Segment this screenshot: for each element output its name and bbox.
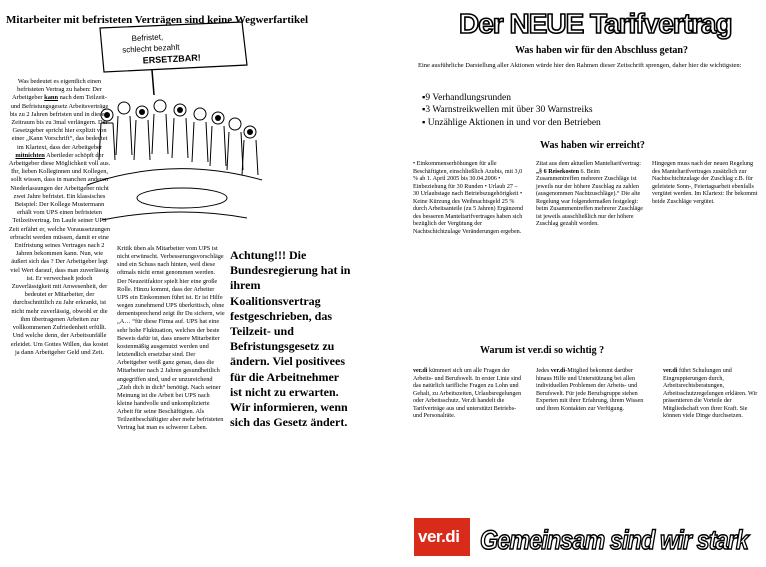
verdi-col-2: Jedes ver.di-Mitglied bekommt darüber hinaus Hilfe und Unterstützung bei allen individuellen Problemen der Arbeits- und Berufswelt. Für jede Berufsgruppe stehen Experten mit ihrer Erfahrung, ihrem Wissen und ihren Kontakten zur Verfügung. bbox=[536, 368, 644, 412]
svg-text:ERSETZBAR!: ERSETZBAR! bbox=[142, 52, 201, 66]
heading-achieved: Was haben wir erreicht? bbox=[540, 140, 645, 151]
heading-why-verdi: Warum ist ver.di so wichtig ? bbox=[480, 345, 605, 356]
actions-list bbox=[422, 92, 662, 129]
heading-what-done: Was haben wir für den Abschluss getan? bbox=[514, 45, 688, 56]
article-title: Mitarbeiter mit befristeten Verträgen sind keine Wegwerfartikel bbox=[6, 14, 309, 26]
svg-text:Der NEUE Tarifvertrag: Der NEUE Tarifvertrag bbox=[459, 8, 732, 39]
list-item: ▪9 Verhandlungsrunden bbox=[422, 93, 511, 103]
intro-text: Eine ausführliche Darstellung aller Aktionen würde hier den Rahmen dieser Zeitschrift sprengen, daher hier die wichtigsten: bbox=[418, 62, 742, 69]
cartoon-sign-text: Befristet, bbox=[131, 32, 164, 44]
middle-article-body: Kritik üben als Mitarbeiter vom UPS ist nicht erwünscht. Verbesserungsvorschläge sind ein Schuss nach hinten, weil diese oftmals nicht ernst genommen werden. Der Neuzeitfaktor spielt hier eine große Rolle. Hinzu kommt, dass der Arbeiter UPS ein Einkommen führt ist. Er ist Hilfe wegen zunehmend UPS überkritisch, ohne dementsprechend zeigt ihr Du sichern, wie „A… “für diese Firma auf. UPS hat eine sehr hohe Fluktuation, welches der beste Beweis dafür ist, dass unsere Mitarbeiter kostenmäßig ausgenutzt werden und letztendlich ersetzbar sind. Der Arbeitgeber weiß ganz genau, dass die Mitarbeiter nach 2 Jahren gesundheitlich angegriffen sind, und er unzureichend „Zieh dich in dich“ benötigt. Nach seiner Meinung ist die Arbeit bei UPS nach kleine handvolle und unkomplizierte Arbeit für seine Beschäftigten. Als Teilzeitbeschäftigter aber mehr befristeten Vertrag hat man es schwerer Leben. bbox=[117, 245, 225, 432]
achtung-notice: Achtung!!! Die Bundesregierung hat in ihrem Koalitionsvertrag festgeschrieben, das Teilzeit- und Befristungsgesetz zu ändern. Viel positivees für die Arbeitnehmer ist nicht zu erwarten. Wir informieren, wenn sich das Gesetz ändert. bbox=[230, 248, 351, 430]
list-item: ▪3 Warnstreikwellen mit über 30 Warnstreiks bbox=[422, 105, 593, 116]
achieved-col-2: Zitat aus dem aktuellen Manteltarifvertrag: „§ 6 Reisekosten 6. Beim Zusammentreffen mehrerer Zuschläge ist jeweils nur der höhere Zuschlag zu zahlen (ausgenommen Nachtzuschläge).“ Die alte Regelung war folgendermaßen festgelegt: beim Zusammentreffen mehrerer Zuschläge ist jeweils ausschließlich nur der höhere Zuschlag gezahlt worden. bbox=[536, 161, 643, 228]
achieved-col-1: • Einkommenserhöhungen für alle Beschäftigten, einschließlich Azubis, mit 3,0 % ab 1. April 2005 bis 30.04.2006 • Einbeziehung für 30 Runden • Urlaub 27 – 30 Urlaubstage nach Betriebszugehörigkeit • Keine Kürzung des Weihnachtsgeld 25 % durch Arbeitsanteile (zu 5 Jahren) Ergänzend des besseren Manteltarifvertrages haben sich bezüglich der Vergütung der Nachtschichtzulage Veränderungen ergeben. bbox=[413, 161, 524, 235]
left-article-body: Was bedeutet es eigentlich einen befristeten Vertrag zu haben: Der Arbeitgeber kann nach dem Teilzeit- und Befristungsgesetz Arbeitsverträge bis zu 2 Jahren befristen und in diesem Zeitraum bis zu 3mal verlängern. Der Gesetzgeber spricht hier explizit von einer „Kann Vorschrift“, das bedeutet im Klartext, dass der Arbeitgeber mitnichten Abertleder schöpft der Arbeitgeber diese Möglichkeit voll aus. Ihr, lieben Kolleginnen und Kollegen, sollt wissen, dass in manchen anderen Niederlassungen der Arbeitgeber nicht zwei Jahre befristet. Ein klassisches Beispiel: Der Kollege Mustermann erhält vom UPS einen befristeten Teilzeitvertrag. Im Laufe seiner UPS Zeit erfährt er, welche Voraussetzungen erbracht werden müssen, damit er eine Entfristung seines Vertrages nach 2 Jahren bekommen kann. Nun, wie äußert sich das ? Der Arbeitgeber legt viel Wert darauf, dass man zuverlässig ist. Er verwechselt jedoch Zuverlässigkeit mit Anwesenheit, der bedeutet er Mitarbeiter, der durchschnittlich zu Jahr erkrankt, ist nicht mehr zuverlässig, obwohl er die ihm übertragenen Arbeiten zur vollkommenen Zufriedenheit erfüllt. Und welche denn, der Arbeitsunfälle erleidet. Um Gottes Willen, das kostet ja dann Arbeitgeber Geld und Zeit. bbox=[8, 78, 111, 356]
svg-text:schlecht bezahlt: schlecht bezahlt bbox=[121, 42, 180, 55]
verdi-logo: ver.di bbox=[414, 518, 470, 556]
tarifvertrag-logo bbox=[455, 4, 755, 40]
verdi-col-3: ver.di führt Schulungen und Eingruppierungen durch, Arbeitsrechtsberatungen, Arbeitsschutzregelungen erklären. Wir präsentieren die Vorteile der Mitgliedschaft von ihrer Kraft. Sie können viele Dinge durchsetzen. bbox=[663, 368, 758, 420]
achieved-col-3: Hingegen muss nach der neuen Regelung des Manteltarifvertrages zusätzlich zur Nachtschichtzulage der Zuschlag z.B. für geleistete Sonn-, Feiertagsarbeit ebenfalls vergütet werden. Im Klartext: Ihr bekommt beide Zuschläge vergütet. bbox=[652, 161, 758, 205]
verdi-col-1: ver.di kümmert sich um alle Fragen der Arbeits- und Berufswelt. In erster Linie sind das natürlich tarifliche Fragen zu Lohn und Gehalt, zu Arbeitszeiten, Urlaubsregelungen oder Arbeitsschutz. Ver.di handelt die Tarifverträge aus und unterstützt Betriebs- und Personalräte. bbox=[413, 368, 522, 420]
list-item: ▪ Unzählige Aktionen in und vor den Betrieben bbox=[422, 117, 601, 128]
slogan-banner bbox=[478, 518, 750, 558]
svg-text:Gemeinsam sind wir stark: Gemeinsam sind wir stark bbox=[480, 525, 751, 555]
